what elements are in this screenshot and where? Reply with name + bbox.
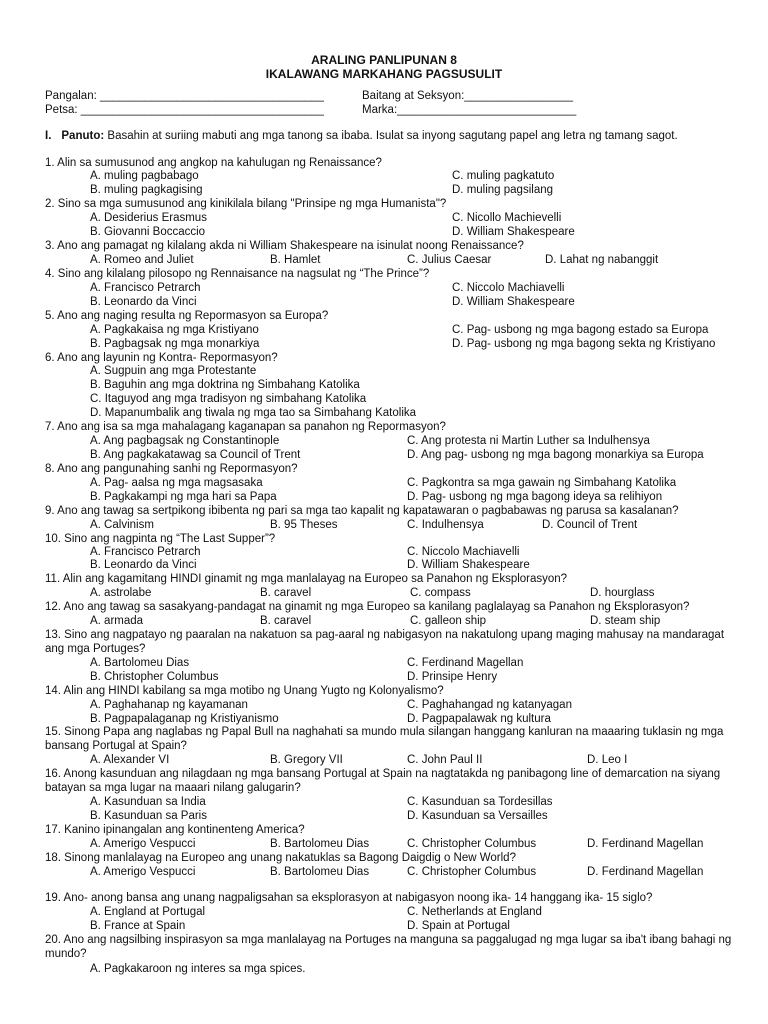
question-11-stem: 11. Alin ang kagamitang HINDI ginamit ng mga manlalayag na Europeo sa Panahon ng Eksplorasyon? bbox=[45, 573, 568, 585]
question-15-stem: bansang Portugal at Spain? bbox=[45, 740, 187, 752]
question-4-choice: D. William Shakespeare bbox=[452, 296, 575, 308]
question-7-choice: B. Ang pagkakatawag sa Council of Trent bbox=[90, 449, 301, 461]
question-7-stem: 7. Ano ang isa sa mga mahalagang kaganapan sa panahon ng Repormasyon? bbox=[45, 421, 446, 433]
question-2-choice: B. Giovanni Boccaccio bbox=[90, 226, 206, 238]
question-7-choice: D. Ang pag- usbong ng mga bagong monarkiya sa Europa bbox=[407, 449, 704, 461]
date-field-label: Petsa: ______________________________________ bbox=[45, 104, 324, 116]
question-11-choice: B. caravel bbox=[260, 587, 312, 599]
question-20-stem: 20. Ano ang nagsilbing inspirasyon sa mga manlalayag na Portuges na manguna sa paggalugad ng mga lugar sa iba't ibang bahagi ng bbox=[45, 934, 732, 946]
question-8-choice: C. Pagkontra sa mga gawain ng Simbahang Katolika bbox=[407, 477, 677, 489]
question-10-choice: D. William Shakespeare bbox=[407, 559, 530, 571]
question-19-stem: 19. Ano- anong bansa ang unang nagpaligsahan sa eksplorasyon at nabigasyon noong ika- 14 hanggang ika- 15 siglo? bbox=[45, 892, 653, 904]
question-18-choice: C. Christopher Columbus bbox=[407, 866, 537, 878]
question-16-choice: C. Kasunduan sa Tordesillas bbox=[407, 796, 553, 808]
question-13-choice: B. Christopher Columbus bbox=[90, 671, 219, 683]
question-15-choice: D. Leo I bbox=[587, 754, 628, 766]
question-11-choice: D. hourglass bbox=[590, 587, 655, 599]
question-8-choice: B. Pagkakampi ng mga hari sa Papa bbox=[90, 491, 277, 503]
question-14-choice: A. Paghahanap ng kayamanan bbox=[90, 699, 248, 711]
question-17-choice: C. Christopher Columbus bbox=[407, 838, 537, 850]
question-10-choice: B. Leonardo da Vinci bbox=[90, 559, 197, 571]
name-field-label: Pangalan: ___________________________________ bbox=[45, 90, 324, 102]
question-10-choice: C. Niccolo Machiavelli bbox=[407, 546, 520, 558]
question-19-choice: A. England at Portugal bbox=[90, 906, 206, 918]
question-7-choice: A. Ang pagbagsak ng Constantinople bbox=[90, 435, 280, 447]
question-1-choice: D. muling pagsilang bbox=[452, 184, 554, 196]
question-3-choice: B. Hamlet bbox=[270, 254, 321, 266]
question-15-choice: C. John Paul II bbox=[407, 754, 483, 766]
question-9-choice: C. Indulhensya bbox=[407, 519, 484, 531]
question-18-stem: 18. Sinong manlalayag na Europeo ang unang nakatuklas sa Bagong Daigdig o New World? bbox=[45, 852, 516, 864]
question-15-choice: A. Alexander VI bbox=[90, 754, 170, 766]
question-6-stem: 6. Ano ang layunin ng Kontra- Repormasyon? bbox=[45, 352, 278, 364]
question-5-choice: A. Pagkakaisa ng mga Kristiyano bbox=[90, 324, 259, 336]
question-1-choice: B. muling pagkagising bbox=[90, 184, 203, 196]
question-12-choice: C. galleon ship bbox=[410, 615, 487, 627]
question-12-choice: B. caravel bbox=[260, 615, 312, 627]
question-4-choice: B. Leonardo da Vinci bbox=[90, 296, 197, 308]
question-10-stem: 10. Sino ang nagpinta ng “The Last Supper”? bbox=[45, 533, 276, 545]
question-17-choice: D. Ferdinand Magellan bbox=[587, 838, 704, 850]
instructions-text: Basahin at suriing mabuti ang mga tanong sa ibaba. Isulat sa inyong sagutang papel ang letra ng tamang sagot. bbox=[107, 130, 678, 142]
question-9-choice: D. Council of Trent bbox=[542, 519, 638, 531]
question-5-choice: B. Pagbagsak ng mga monarkiya bbox=[90, 338, 260, 350]
question-3-choice: C. Julius Caesar bbox=[407, 254, 492, 266]
question-8-choice: D. Pag- usbong ng mga bagong ideya sa relihiyon bbox=[407, 491, 663, 503]
question-12-choice: A. armada bbox=[90, 615, 144, 627]
question-6-choice: D. Mapanumbalik ang tiwala ng mga tao sa Simbahang Katolika bbox=[90, 407, 417, 419]
question-2-choice: A. Desiderius Erasmus bbox=[90, 212, 207, 224]
question-13-choice: D. Prinsipe Henry bbox=[407, 671, 498, 683]
exam-subject-title: ARALING PANLIPUNAN 8 bbox=[311, 53, 457, 67]
question-4-choice: A. Francisco Petrarch bbox=[90, 282, 201, 294]
question-16-choice: D. Kasunduan sa Versailles bbox=[407, 810, 548, 822]
question-6-choice: A. Sugpuin ang mga Protestante bbox=[90, 365, 257, 377]
question-18-choice: D. Ferdinand Magellan bbox=[587, 866, 704, 878]
question-9-choice: B. 95 Theses bbox=[270, 519, 338, 531]
question-1-stem: 1. Alin sa sumusunod ang angkop na kahulugan ng Renaissance? bbox=[45, 157, 382, 169]
question-19-choice: C. Netherlands at England bbox=[407, 906, 542, 918]
question-17-stem: 17. Kanino ipinangalan ang kontinenteng America? bbox=[45, 824, 305, 836]
question-15-choice: B. Gregory VII bbox=[270, 754, 343, 766]
question-5-choice: C. Pag- usbong ng mga bagong estado sa Europa bbox=[452, 324, 709, 336]
question-8-stem: 8. Ano ang pangunahing sanhi ng Repormasyon? bbox=[45, 463, 298, 475]
instructions-label: Panuto: bbox=[61, 130, 105, 142]
question-7-choice: C. Ang protesta ni Martin Luther sa Indulhensya bbox=[407, 435, 650, 447]
question-4-choice: C. Niccolo Machiavelli bbox=[452, 282, 565, 294]
question-11-choice: A. astrolabe bbox=[90, 587, 152, 599]
exam-title: IKALAWANG MARKAHANG PAGSUSULIT bbox=[265, 67, 503, 81]
question-16-stem: 16. Anong kasunduan ang nilagdaan ng mga bansang Portugal at Spain na nagtatakda ng panibagong line of demarcation na siyang bbox=[45, 768, 721, 780]
instructions-number: I. bbox=[45, 130, 52, 142]
question-19-choice: D. Spain at Portugal bbox=[407, 920, 510, 932]
question-20-stem: mundo? bbox=[45, 948, 87, 960]
question-2-choice: D. William Shakespeare bbox=[452, 226, 575, 238]
question-2-choice: C. Nicollo Machievelli bbox=[452, 212, 562, 224]
question-16-choice: B. Kasunduan sa Paris bbox=[90, 810, 207, 822]
question-6-choice: B. Baguhin ang mga doktrina ng Simbahang Katolika bbox=[90, 379, 360, 391]
question-5-choice: D. Pag- usbong ng mga bagong sekta ng Kristiyano bbox=[452, 338, 716, 350]
question-9-stem: 9. Ano ang tawag sa sertpikong ibibenta ng pari sa mga tao kapalit ng kapatawaran o pagbabawas ng parusa sa kasalanan? bbox=[45, 505, 679, 517]
question-2-stem: 2. Sino sa mga sumusunod ang kinikilala bilang "Prinsipe ng mga Humanista"? bbox=[45, 198, 447, 210]
question-18-choice: A. Amerigo Vespucci bbox=[90, 866, 196, 878]
question-17-choice: A. Amerigo Vespucci bbox=[90, 838, 196, 850]
instructions bbox=[45, 129, 678, 143]
question-12-choice: D. steam ship bbox=[590, 615, 661, 627]
question-13-choice: C. Ferdinand Magellan bbox=[407, 657, 524, 669]
question-8-choice: A. Pag- aalsa ng mga magsasaka bbox=[90, 477, 263, 489]
question-16-choice: A. Kasunduan sa India bbox=[90, 796, 206, 808]
question-17-choice: B. Bartolomeu Dias bbox=[270, 838, 370, 850]
question-16-stem: batayan sa mga lugar na maaari nilang galugarin? bbox=[45, 782, 301, 794]
question-14-stem: 14. Alin ang HINDI kabilang sa mga motibo ng Unang Yugto ng Kolonyalismo? bbox=[45, 685, 444, 697]
question-3-choice: A. Romeo and Juliet bbox=[90, 254, 194, 266]
question-12-stem: 12. Ano ang tawag sa sasakyang-pandagat na ginamit ng mga Europeo sa kanilang paglalayag sa Panahon ng Eksplorasyon? bbox=[45, 601, 690, 613]
question-15-stem: 15. Sinong Papa ang naglabas ng Papal Bull na naghahati sa mundo mula silangan hanggang kanluran na maaaring tuklasin ng mga bbox=[45, 726, 724, 738]
question-20-choice: A. Pagkakaroon ng interes sa mga spices. bbox=[90, 963, 306, 975]
grade-section-field-label: Baitang at Seksyon:_________________ bbox=[362, 90, 574, 102]
question-14-choice: B. Pagpapalaganap ng Kristiyanismo bbox=[90, 713, 279, 725]
question-3-stem: 3. Ano ang pamagat ng kilalang akda ni William Shakespeare na isinulat noong Renaissance? bbox=[45, 240, 524, 252]
question-14-choice: D. Pagpapalawak ng kultura bbox=[407, 713, 551, 725]
question-13-choice: A. Bartolomeu Dias bbox=[90, 657, 190, 669]
question-19-choice: B. France at Spain bbox=[90, 920, 186, 932]
question-5-stem: 5. Ano ang naging resulta ng Repormasyon sa Europa? bbox=[45, 310, 329, 322]
question-1-choice: C. muling pagkatuto bbox=[452, 170, 555, 182]
question-6-choice: C. Itaguyod ang mga tradisyon ng simbahang Katolika bbox=[90, 393, 367, 405]
question-14-choice: C. Paghahangad ng katanyagan bbox=[407, 699, 572, 711]
question-18-choice: B. Bartolomeu Dias bbox=[270, 866, 370, 878]
question-4-stem: 4. Sino ang kilalang pilosopo ng Rennaisance na nagsulat ng “The Prince”? bbox=[45, 268, 430, 280]
question-13-stem: 13. Sino ang nagpatayo ng paaralan na nakatuon sa pag-aaral ng nabigasyon na nakatulong upang maging mahusay na mandaragat bbox=[45, 629, 725, 641]
question-11-choice: C. compass bbox=[410, 587, 471, 599]
question-13-stem: ang mga Portuges? bbox=[45, 643, 146, 655]
score-field-label: Marka:____________________________ bbox=[362, 104, 577, 116]
question-3-choice: D. Lahat ng nabanggit bbox=[545, 254, 659, 266]
question-10-choice: A. Francisco Petrarch bbox=[90, 546, 201, 558]
question-9-choice: A. Calvinism bbox=[90, 519, 154, 531]
question-1-choice: A. muling pagbabago bbox=[90, 170, 199, 182]
